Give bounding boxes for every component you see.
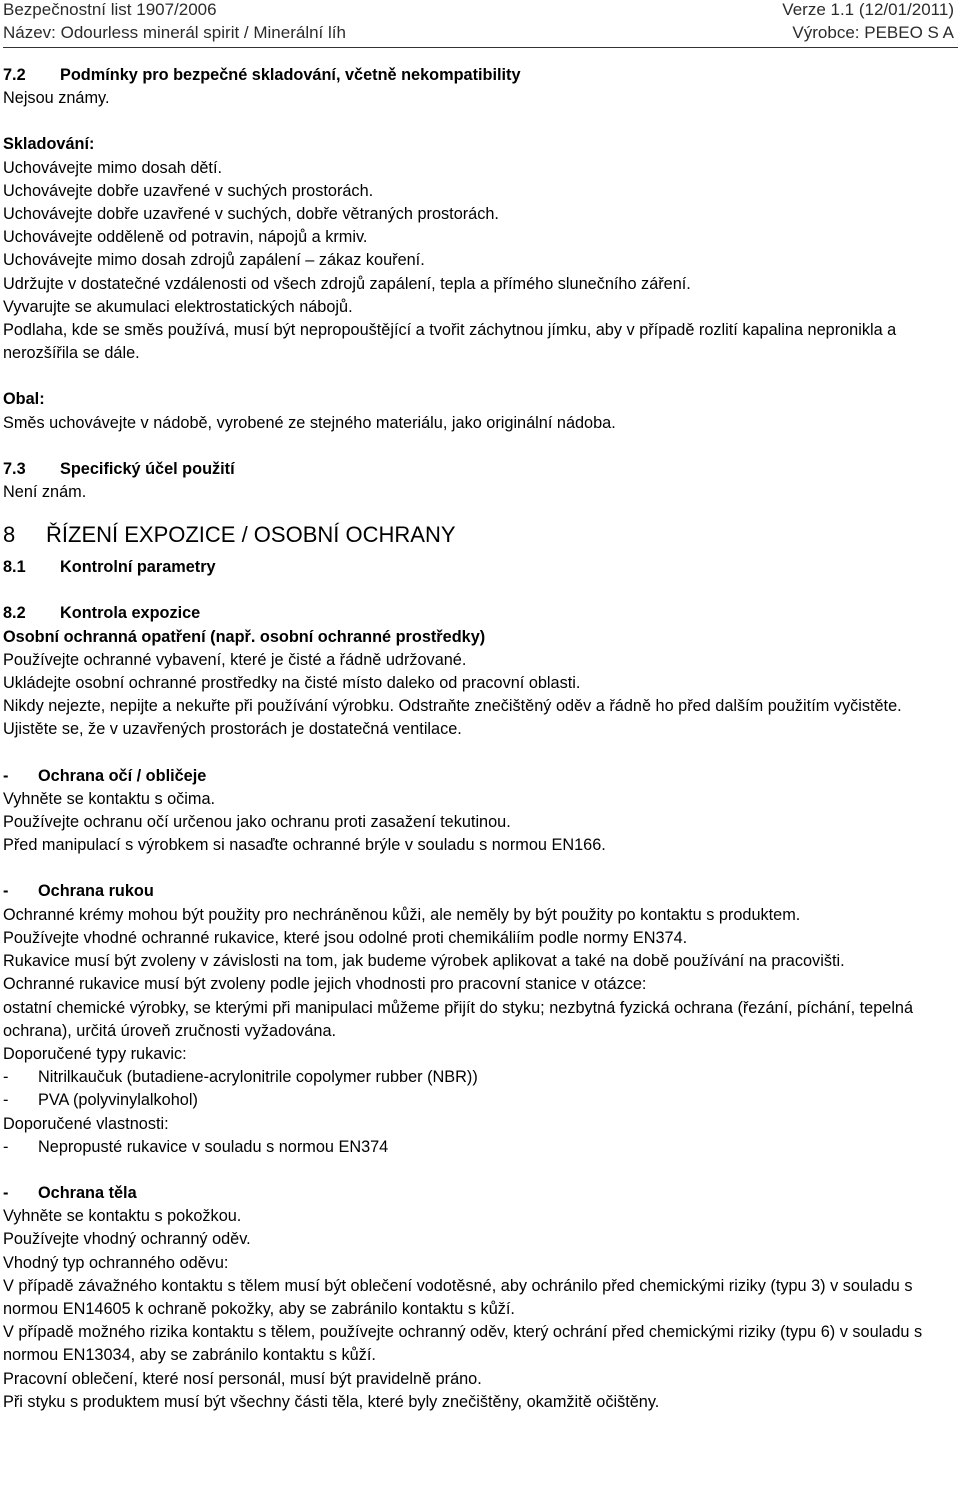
section-7-2-heading: 7.2 Podmínky pro bezpečné skladování, včetně nekompatibility <box>3 66 521 84</box>
body-protection-heading: - Ochrana těla <box>3 1183 137 1202</box>
glove-type-item: - Nitrilkaučuk (butadiene-acrylonitrile copolymer rubber (NBR)) <box>3 1068 478 1087</box>
header-document-title: Bezpečnostní list 1907/2006 <box>3 0 217 19</box>
eye-line: Používejte ochranu očí určenou jako ochranu proti zasažení tekutinou. <box>3 813 511 832</box>
header-manufacturer: Výrobce: PEBEO S A <box>792 23 954 42</box>
body-line: V případě možného rizika kontaktu s tělem, používejte ochranný oděv, který ochrání před chemickými riziky (typu 6) v souladu s normou EN13034, aby se zabránilo kontaktu s kůží. <box>3 1323 923 1365</box>
body-line: Při styku s produktem musí být všechny části těla, které byly znečištěny, okamžitě očištěny. <box>3 1392 660 1411</box>
hand-line: Rukavice musí být zvoleny v závislosti na tom, jak budeme výrobek aplikovat a také na době používání na pracovišti. <box>3 952 845 971</box>
header-divider <box>3 47 958 48</box>
hand-line: Doporučené typy rukavic: <box>3 1044 187 1063</box>
ppe-line: Nikdy nejezte, nepijte a nekuřte při používání výrobku. Odstraňte znečištěný oděv a řádně ho před dalším použitím vyčistěte. Ujistěte se, že v uzavřených prostorách je dostatečná ventilace. <box>3 697 902 739</box>
eye-line: Před manipulací s výrobkem si nasaďte ochranné brýle v souladu s normou EN166. <box>3 836 606 855</box>
section-8-1-heading: 8.1 Kontrolní parametry <box>3 558 216 577</box>
storage-line: Uchovávejte odděleně od potravin, nápojů a krmiv. <box>3 228 368 247</box>
body-line: Vyhněte se kontaktu s pokožkou. <box>3 1207 242 1226</box>
container-text: Směs uchovávejte v nádobě, vyrobené ze stejného materiálu, jako originální nádoba. <box>3 413 616 432</box>
body-line: Vhodný typ ochranného oděvu: <box>3 1253 229 1272</box>
eye-protection-heading: - Ochrana očí / obličeje <box>3 766 207 785</box>
body-line: V případě závažného kontaktu s tělem musí být oblečení vodotěsné, aby ochránilo před chemickými riziky (typu 3) v souladu s normou EN14605 k ochraně pokožky, aby se zabránilo kontaktu s kůží. <box>3 1276 913 1318</box>
glove-prop-item: - Nepropusté rukavice v souladu s normou EN374 <box>3 1137 389 1156</box>
storage-line: Uchovávejte dobře uzavřené v suchých prostorách. <box>3 181 374 200</box>
section-7-3-text: Není znám. <box>3 483 87 502</box>
storage-line: Uchovávejte mimo dosah zdrojů zapálení – zákaz kouření. <box>3 251 425 270</box>
eye-line: Vyhněte se kontaktu s očima. <box>3 789 216 808</box>
section-7-2-text: Nejsou známy. <box>3 89 110 108</box>
body-line: Pracovní oblečení, které nosí personál, musí být pravidelně práno. <box>3 1369 482 1388</box>
storage-line: Uchovávejte dobře uzavřené v suchých, dobře větraných prostorách. <box>3 205 499 224</box>
container-heading: Obal: <box>3 390 45 409</box>
ppe-line: Používejte ochranné vybavení, které je čisté a řádně udržované. <box>3 650 467 669</box>
section-8-2-heading: 8.2 Kontrola expozice <box>3 604 201 623</box>
storage-line: Uchovávejte mimo dosah dětí. <box>3 158 223 177</box>
glove-props-heading: Doporučené vlastnosti: <box>3 1114 169 1133</box>
document-body <box>3 64 955 1414</box>
header-version: Verze 1.1 (12/01/2011) <box>782 0 954 19</box>
hand-line: Používejte vhodné ochranné rukavice, které jsou odolné proti chemikáliím podle normy EN374. <box>3 928 688 947</box>
hand-protection-heading: - Ochrana rukou <box>3 882 154 901</box>
header-product-name: Název: Odourless minerál spirit / Minerální líh <box>3 23 346 42</box>
hand-line: Ochranné krémy mohou být použity pro nechráněnou kůži, ale neměly by být použity po kontaktu s produktem. <box>3 905 801 924</box>
section-8-heading: 8 ŘÍZENÍ EXPOZICE / OSOBNÍ OCHRANY <box>3 522 456 548</box>
storage-line: Udržujte v dostatečné vzdálenosti od všech zdrojů zapálení, tepla a přímého slunečního záření. <box>3 274 691 293</box>
storage-heading: Skladování: <box>3 135 95 154</box>
hand-line: Ochranné rukavice musí být zvoleny podle jejich vhodnosti pro pracovní stanice v otázce: <box>3 975 647 994</box>
page-header <box>3 0 958 46</box>
section-7-3-heading: 7.3 Specifický účel použití <box>3 459 235 478</box>
storage-line: Podlaha, kde se směs používá, musí být nepropouštějící a tvořit záchytnou jímku, aby v případě rozlití kapalina nepronikla a nerozšířila se dále. <box>3 321 897 363</box>
section-8-2-subtitle: Osobní ochranná opatření (např. osobní ochranné prostředky) <box>3 627 486 646</box>
body-line: Používejte vhodný ochranný oděv. <box>3 1230 251 1249</box>
glove-type-item: - PVA (polyvinylalkohol) <box>3 1091 198 1110</box>
ppe-line: Ukládejte osobní ochranné prostředky na čisté místo daleko od pracovní oblasti. <box>3 674 581 693</box>
storage-line: Vyvarujte se akumulaci elektrostatických nábojů. <box>3 297 353 316</box>
hand-line: ostatní chemické výrobky, se kterými při manipulaci můžeme přijít do styku; nezbytná fyzická ochrana (řezání, píchání, tepelná ochrana), určitá úroveň zručnosti vyžadována. <box>3 998 914 1040</box>
sds-page <box>3 0 958 1411</box>
